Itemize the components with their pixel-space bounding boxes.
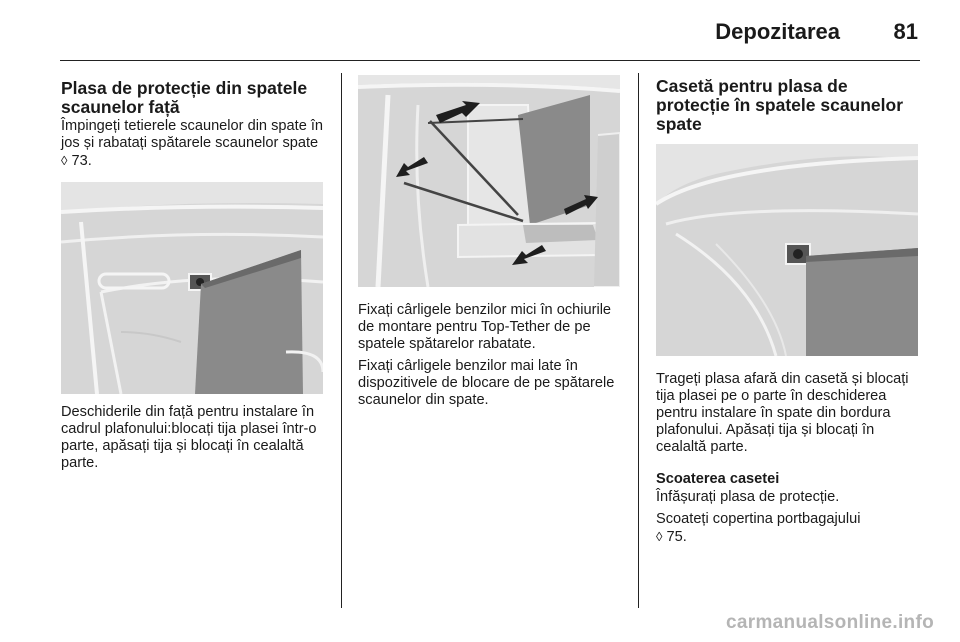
caption-front-openings: Deschiderile din față pentru instalare în cadrul plafonului:blocați tija plasei într-o parte, apăsați tija și blocați în cealaltă parte. [61, 404, 317, 471]
column-1 [61, 73, 326, 472]
page-title: Depozitarea [715, 19, 840, 44]
page-reference-arrow-icon: ◊ [61, 153, 68, 168]
page-reference-73[interactable]: 73. [67, 153, 92, 169]
paragraph-wide-straps: Fixați cârligele benzilor mai late în dispozitivele de blocare de pe spătarele scaunelor din spate. [358, 358, 615, 408]
illustration-headliner-opening [61, 182, 323, 394]
section-heading-front-net: Plasa de protecție din spatele scaunelor față [61, 78, 308, 117]
subheading-remove-cassette: Scoaterea casetei [656, 471, 780, 487]
page-reference-75[interactable]: 75. [662, 529, 687, 545]
illustration-strap-hooks [358, 75, 620, 287]
column-2 [358, 73, 621, 409]
column-divider-2 [638, 73, 639, 608]
column-3 [656, 73, 920, 546]
watermark: carmanualsonline.info [726, 612, 934, 633]
illustration-cassette-net [656, 144, 918, 356]
page-reference-arrow-icon: ◊ [656, 529, 663, 544]
page-number: 81 [893, 19, 918, 44]
paragraph-roll-net: Înfășurați plasa de protecție. [656, 489, 840, 505]
page-header [60, 0, 920, 61]
section-heading-cassette: Casetă pentru plasa de protecție în spatele scaunelor spate [656, 76, 904, 134]
intro-text: Împingeți tetierele scaunelor din spate în jos și rabatați spătarele scaunelor spate [61, 118, 324, 151]
column-divider-1 [341, 73, 342, 608]
remove-cover-text: Scoateți copertina portbagajului [656, 511, 861, 527]
intro-paragraph [61, 118, 326, 170]
paragraph-pull-net: Trageți plasa afară din casetă și blocați tija plasei pe o parte în deschiderea pentru instalare în spate din bordura plafonului. Apăsați tija și blocați în cealaltă parte. [656, 371, 909, 455]
paragraph-small-straps: Fixați cârligele benzilor mici în ochiurile de montare pentru Top-Tether de pe spatele spătarelor rabatate. [358, 302, 612, 352]
paragraph-remove-cover [656, 511, 920, 546]
